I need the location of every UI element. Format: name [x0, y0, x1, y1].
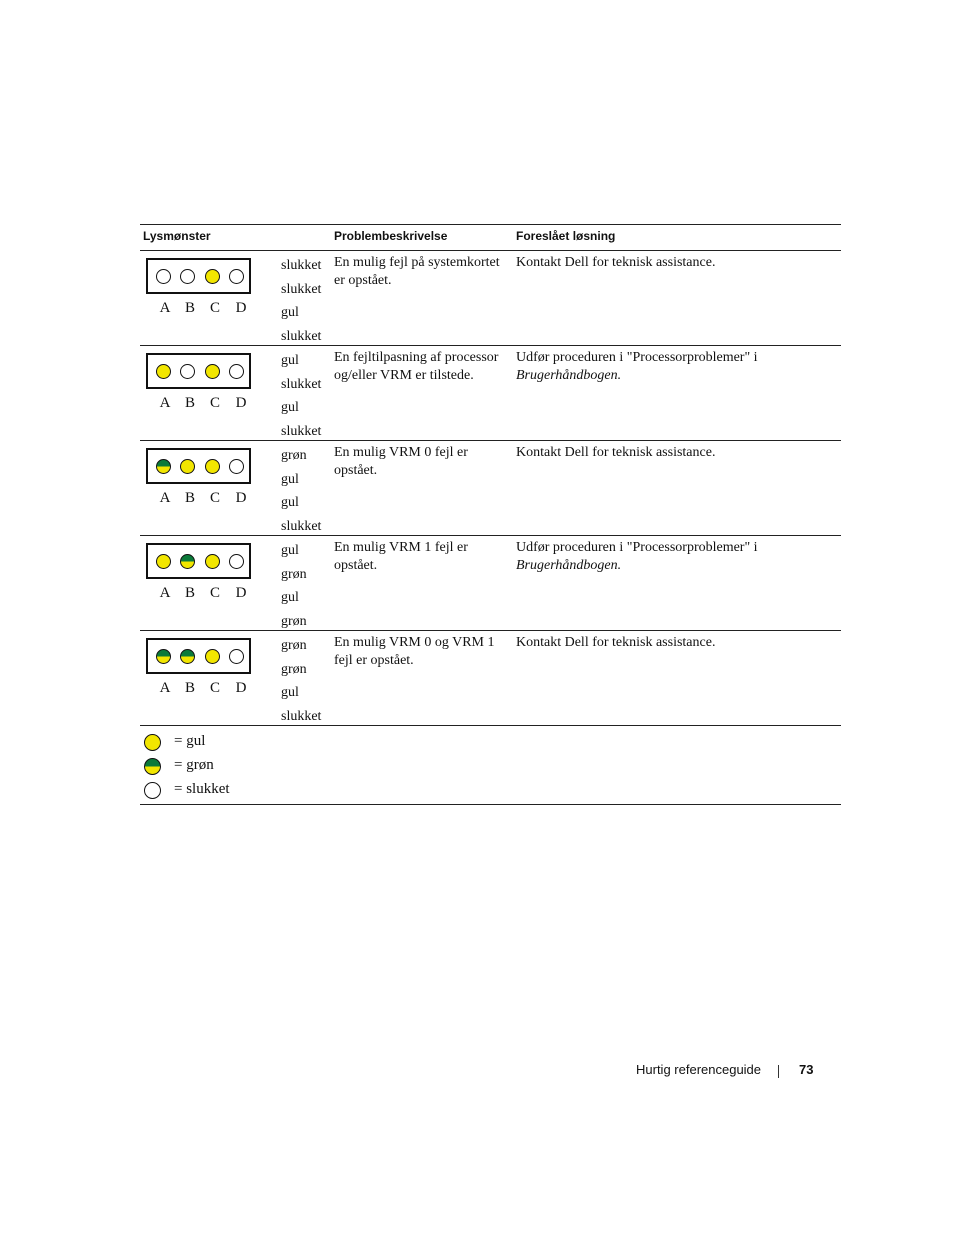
light-letter: A — [159, 490, 171, 506]
yellow-led-icon — [144, 734, 161, 751]
light-letter: C — [209, 395, 220, 411]
diagnostic-light-panel — [146, 448, 251, 484]
off-led-icon — [229, 554, 244, 569]
light-letter: C — [209, 585, 220, 601]
legend-label: = grøn — [174, 757, 214, 773]
suggested-solution — [516, 444, 776, 462]
problem-description: En mulig VRM 0 og VRM 1 fejl er opstået. — [334, 635, 495, 668]
problem-description: En fejltilpasning af processor og/eller VRM er tilstede. — [334, 350, 499, 383]
light-state: gul — [281, 471, 299, 487]
light-letter: A — [159, 680, 171, 696]
footer-guide-title: Hurtig referenceguide — [636, 1062, 762, 1077]
light-state: gul — [281, 400, 299, 416]
yellow-led-icon — [205, 649, 220, 664]
yellow-led-icon — [205, 459, 220, 474]
light-states — [281, 349, 321, 443]
light-state: grøn — [281, 566, 307, 582]
yellow-led-icon — [156, 364, 171, 379]
off-led-icon — [144, 782, 161, 799]
light-state: grøn — [281, 448, 307, 463]
light-letter: C — [209, 300, 220, 316]
manual-title: Brugerhåndbogen. — [516, 368, 622, 383]
problem-description: En mulig fejl på systemkortet er opstået. — [334, 255, 500, 288]
diagnostic-light-panel — [146, 543, 251, 579]
suggested-solution — [516, 539, 776, 575]
header-solution: Foreslået løsning — [516, 229, 616, 243]
table-header — [140, 224, 841, 251]
light-state: slukket — [281, 376, 322, 392]
footer-divider — [778, 1065, 779, 1078]
light-letter: D — [235, 395, 247, 411]
light-state: grøn — [281, 661, 307, 677]
solution-text: Kontakt Dell for teknisk assistance. — [516, 635, 716, 650]
solution-text: Kontakt Dell for teknisk assistance. — [516, 255, 716, 270]
green-led-icon — [180, 649, 195, 664]
light-letter: A — [159, 300, 171, 316]
light-state: slukket — [281, 708, 322, 724]
diagnostic-light-panel — [146, 638, 251, 674]
light-state: gul — [281, 543, 299, 558]
light-state: slukket — [281, 281, 322, 297]
light-states — [281, 254, 321, 348]
table-row — [140, 441, 841, 536]
diagnostic-light-panel — [146, 353, 251, 389]
light-letter: B — [184, 300, 195, 316]
light-letter: C — [209, 680, 220, 696]
light-letter: D — [235, 585, 247, 601]
light-letter: D — [235, 680, 247, 696]
light-state: gul — [281, 685, 299, 701]
light-state: slukket — [281, 328, 322, 344]
off-led-icon — [180, 269, 195, 284]
table-row — [140, 631, 841, 726]
off-led-icon — [156, 269, 171, 284]
light-state: grøn — [281, 613, 307, 629]
green-led-icon — [180, 554, 195, 569]
header-lysmonster: Lysmønster — [143, 229, 211, 243]
green-led-icon — [156, 459, 171, 474]
light-letter: C — [209, 490, 220, 506]
light-state: gul — [281, 305, 299, 321]
table-row — [140, 536, 841, 631]
suggested-solution — [516, 349, 776, 385]
legend-label: = slukket — [174, 781, 230, 797]
light-state: slukket — [281, 518, 322, 534]
light-letter: B — [184, 395, 195, 411]
green-led-icon — [144, 758, 161, 775]
diagnostic-light-panel — [146, 258, 251, 294]
light-letter: B — [184, 680, 195, 696]
green-led-icon — [156, 649, 171, 664]
yellow-led-icon — [156, 554, 171, 569]
manual-title: Brugerhåndbogen. — [516, 558, 622, 573]
problem-description: En mulig VRM 1 fejl er opstået. — [334, 540, 468, 573]
light-state: slukket — [281, 423, 322, 439]
off-led-icon — [180, 364, 195, 379]
solution-text: Udfør proceduren i "Processorproblemer" i — [516, 540, 758, 555]
suggested-solution — [516, 254, 776, 272]
yellow-led-icon — [205, 269, 220, 284]
page-number: 73 — [799, 1062, 814, 1077]
legend-label: = gul — [174, 733, 206, 749]
suggested-solution — [516, 634, 776, 652]
header-problem: Problembeskrivelse — [334, 229, 448, 243]
problem-description: En mulig VRM 0 fejl er opstået. — [334, 445, 468, 478]
light-letter: D — [235, 490, 247, 506]
light-state: gul — [281, 353, 299, 368]
light-letter: A — [159, 585, 171, 601]
light-state: gul — [281, 590, 299, 606]
solution-text: Kontakt Dell for teknisk assistance. — [516, 445, 716, 460]
yellow-led-icon — [180, 459, 195, 474]
yellow-led-icon — [205, 554, 220, 569]
off-led-icon — [229, 459, 244, 474]
light-letter: B — [184, 490, 195, 506]
yellow-led-icon — [205, 364, 220, 379]
off-led-icon — [229, 364, 244, 379]
table-row — [140, 346, 841, 441]
light-states — [281, 634, 321, 728]
light-state: grøn — [281, 638, 307, 653]
off-led-icon — [229, 269, 244, 284]
color-legend — [140, 726, 841, 805]
light-state: gul — [281, 495, 299, 511]
off-led-icon — [229, 649, 244, 664]
light-letter: A — [159, 395, 171, 411]
table-row — [140, 251, 841, 346]
light-state: slukket — [281, 258, 322, 273]
light-letter: B — [184, 585, 195, 601]
light-states — [281, 444, 321, 538]
light-letter: D — [235, 300, 247, 316]
solution-text: Udfør proceduren i "Processorproblemer" i — [516, 350, 758, 365]
light-states — [281, 539, 307, 633]
light-pattern-table — [140, 224, 841, 805]
